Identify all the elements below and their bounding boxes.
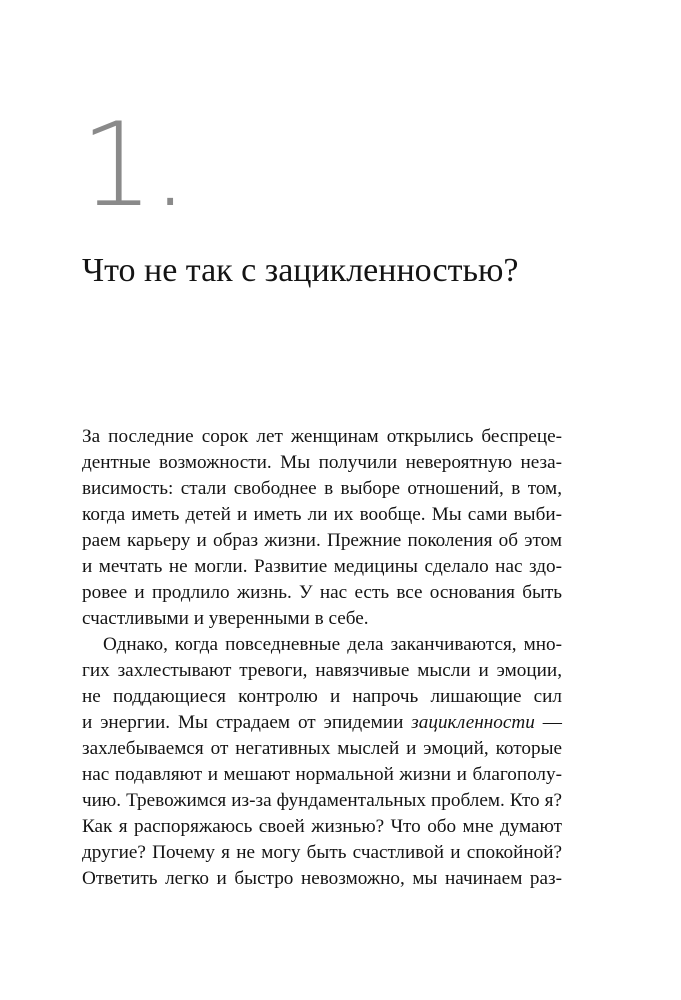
text-line: Однако, когда повседневные дела заканчиваются, мно- [103, 634, 562, 655]
text-line: нас подавляют и мешают нормальной жизни и благополу- [82, 764, 562, 785]
text-line: счастливыми и уверенными в себе. [82, 608, 369, 629]
text-line: раем карьеру и образ жизни. Прежние поколения об этом [82, 530, 562, 551]
text-line: чию. Тревожимся из-за фундаментальных проблем. Кто я? [82, 790, 562, 811]
text-line: гих захлестывают тревоги, навязчивые мысли и эмоции, [82, 660, 562, 681]
text-line: когда иметь детей и иметь ли их вообще. Мы сами выби- [82, 504, 562, 525]
text-segment: и энергии. Мы страдаем от эпидемии [82, 712, 412, 733]
body-text [82, 424, 562, 892]
chapter-title: Что не так с зацикленностью? [82, 252, 519, 289]
chapter-number: 1. [80, 98, 187, 233]
text-line: Как я распоряжаюсь своей жизнью? Что обо мне думают [82, 816, 562, 837]
paragraph-2 [82, 632, 562, 892]
text-line: Ответить легко и быстро невозможно, мы начинаем раз- [82, 868, 562, 889]
text-line: и мечтать не могли. Развитие медицины сделало нас здо- [82, 556, 562, 577]
text-line: висимость: стали свободнее в выборе отношений, в том, [82, 478, 562, 499]
text-line-emphasis [82, 710, 562, 736]
text-line: не поддающиеся контролю и напрочь лишающие сил [82, 686, 562, 707]
text-line: ровее и продлило жизнь. У нас есть все основания быть [82, 582, 562, 603]
emphasis-word: зацикленности [411, 712, 535, 733]
text-segment: — [534, 712, 562, 733]
text-line: другие? Почему я не могу быть счастливой и спокойной? [82, 842, 562, 863]
text-line: захлебываемся от негативных мыслей и эмоций, которые [82, 738, 562, 759]
text-line: дентные возможности. Мы получили невероятную неза- [82, 452, 562, 473]
paragraph-1 [82, 424, 562, 632]
text-line: За последние сорок лет женщинам открылись беспреце- [82, 426, 562, 447]
